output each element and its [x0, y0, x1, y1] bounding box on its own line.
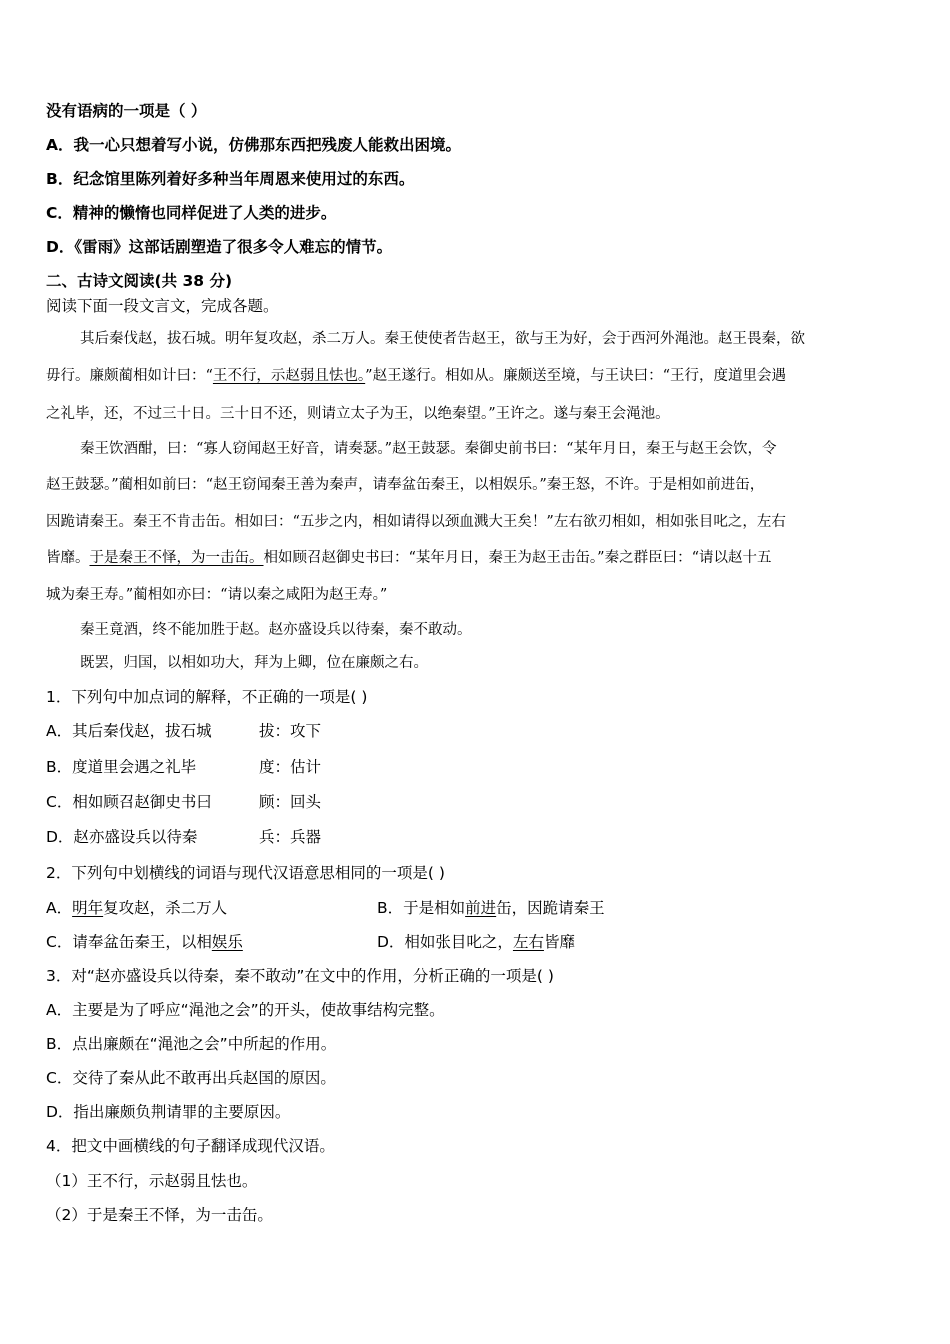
- passage-line: 既罢，归国，以相如功大，拜为上卿，位在廉颇之右。: [80, 655, 428, 671]
- q4-stem: 4．把文中画横线的句子翻译成现代汉语。: [46, 1137, 335, 1155]
- underlined-word: 明年: [72, 899, 104, 917]
- q4-item-1: （1）王不行，示赵弱且怯也。: [46, 1172, 258, 1190]
- option-text: C．请奉盆缶秦王，以相: [46, 933, 212, 951]
- q1-option-a: [46, 720, 322, 742]
- option-definition: 兵：兵器: [259, 828, 322, 846]
- passage-line: 秦王竟酒，终不能加胜于赵。赵亦盛设兵以待秦，秦不敢动。: [80, 622, 472, 638]
- option-text: 复攻赵，杀二万人: [103, 899, 228, 917]
- passage-line: 城为秦王寿。”蔺相如亦曰：“请以秦之咸阳为赵王寿。”: [46, 587, 388, 603]
- underlined-word: 娱乐: [211, 933, 243, 951]
- passage-line: 因跪请秦王。秦王不肯击缶。相如曰：“五步之内，相如请得以颈血溅大王矣！”左右欲刃相如，相如张目叱之，左右: [46, 514, 786, 530]
- q3-option-a: A．主要是为了呼应“渑池之会”的开头，使故事结构完整。: [46, 1001, 445, 1019]
- option-definition: 顾：回头: [259, 793, 322, 811]
- option-definition: 度：估计: [259, 758, 322, 776]
- q2-option-c: [46, 931, 243, 953]
- q2-option-a: [46, 897, 227, 919]
- underlined-word: 左右: [512, 933, 544, 951]
- option-text: D．相如张目叱之，: [377, 933, 513, 951]
- option-text: A．其后秦伐赵，拔石城: [46, 722, 212, 740]
- q1-option-d: [46, 826, 322, 848]
- question-option-c: C．精神的懒惰也同样促进了人类的进步。: [46, 204, 337, 222]
- option-text: D．赵亦盛设兵以待秦: [46, 828, 198, 846]
- question-option-d: D．《雷雨》这部话剧塑造了很多令人难忘的情节。: [46, 238, 393, 256]
- passage-line: 之礼毕，还，不过三十日。三十日不还，则请立太子为王，以绝秦望。”王许之。遂与秦王会渑池。: [46, 406, 670, 422]
- q3-option-d: D．指出廉颇负荆请罪的主要原因。: [46, 1103, 291, 1121]
- passage-text: 皆靡。: [46, 550, 90, 566]
- question-option-a: A．我一心只想着写小说，仿佛那东西把残废人能救出困境。: [46, 136, 461, 154]
- passage-line: [46, 365, 786, 387]
- q2-option-b: [377, 897, 605, 919]
- section-instruction: 阅读下面一段文言文，完成各题。: [46, 297, 279, 315]
- q1-option-b: [46, 756, 322, 778]
- option-text: B．于是相如: [377, 899, 466, 917]
- option-definition: 拔：攻下: [259, 722, 322, 740]
- option-text: C．相如顾召赵御史书曰: [46, 793, 212, 811]
- option-text: B．度道里会遇之礼毕: [46, 758, 197, 776]
- passage-line: [46, 547, 772, 569]
- q2-option-d: [377, 931, 575, 953]
- q3-option-c: C．交待了秦从此不敢再出兵赵国的原因。: [46, 1069, 336, 1087]
- option-text: 缶，因跪请秦王: [496, 899, 605, 917]
- passage-text: 毋行。廉颇蔺相如计曰：“: [46, 368, 213, 384]
- passage-line: 其后秦伐赵，拔石城。明年复攻赵，杀二万人。秦王使使者告赵王，欲与王为好，会于西河外渑池。赵王畏秦，欲: [80, 331, 805, 347]
- section-title: 二、古诗文阅读(共 38 分): [46, 272, 233, 290]
- q4-item-2: （2）于是秦王不怿，为一击缶。: [46, 1206, 273, 1224]
- q1-option-c: [46, 791, 322, 813]
- q1-stem: 1．下列句中加点词的解释，不正确的一项是( ): [46, 688, 368, 706]
- passage-text: ”赵王遂行。相如从。廉颇送至境，与王诀曰：“王行，度道里会遇: [365, 368, 786, 384]
- underlined-sentence-1: 王不行，示赵弱且怯也。: [212, 368, 366, 384]
- option-text: 皆靡: [543, 933, 575, 951]
- q3-option-b: B．点出廉颇在“渑池之会”中所起的作用。: [46, 1035, 337, 1053]
- passage-line: 秦王饮酒酣，曰：“寡人窃闻赵王好音，请奏瑟。”赵王鼓瑟。秦御史前书曰：“某年月日，秦王与赵王会饮，令: [80, 441, 777, 457]
- q3-stem: 3．对“赵亦盛设兵以待秦，秦不敢动”在文中的作用，分析正确的一项是( ): [46, 967, 554, 985]
- underlined-word: 前进: [465, 899, 497, 917]
- underlined-sentence-2: 于是秦王不怿，为一击缶。: [89, 550, 264, 566]
- question-stem: 没有语病的一项是（ ）: [46, 102, 207, 120]
- passage-line: 赵王鼓瑟。”蔺相如前曰：“赵王窃闻秦王善为秦声，请奉盆缶秦王，以相娱乐。”秦王怒，不许。于是相如前进缶，: [46, 477, 765, 493]
- q2-stem: 2．下列句中划横线的词语与现代汉语意思相同的一项是( ): [46, 864, 445, 882]
- option-text: A．: [46, 899, 73, 917]
- passage-text: 相如顾召赵御史书曰：“某年月日，秦王为赵王击缶。”秦之群臣曰：“请以赵十五: [263, 550, 772, 566]
- question-option-b: B．纪念馆里陈列着好多种当年周恩来使用过的东西。: [46, 170, 415, 188]
